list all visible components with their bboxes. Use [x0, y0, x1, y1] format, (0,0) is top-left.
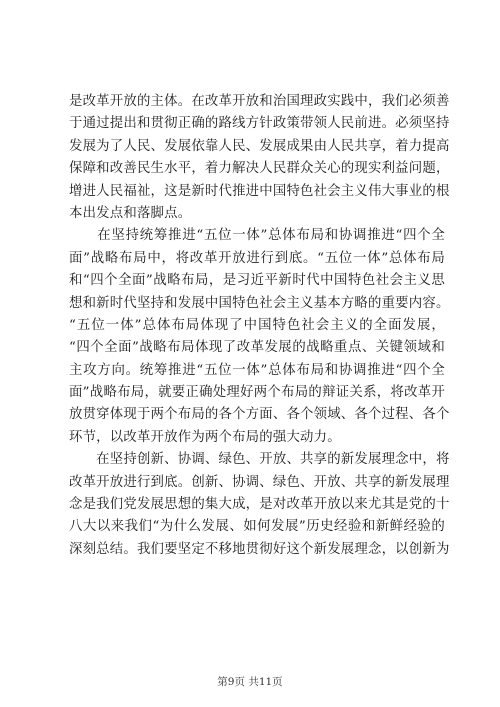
text-line: 和“四个全面”战略布局，是习近平新时代中国特色社会主义思: [69, 273, 445, 289]
text-line: “四个全面”战略布局体现了改革发展的战略重点、关键领域和: [69, 340, 445, 356]
text-line: 在坚持创新、协调、绿色、开放、共享的新发展理念中，将: [69, 452, 450, 468]
text-line: 在坚持统筹推进“五位一体”总体布局和协调推进“四个全: [69, 228, 445, 244]
text-line: 发展为了人民、发展依靠人民、发展成果由人民共享，着力提高: [69, 138, 450, 154]
text-line: 保障和改善民生水平，着力解决人民群众关心的现实利益问题，: [69, 161, 450, 177]
text-line: 本出发点和落脚点。: [69, 205, 192, 221]
text-line: 面”战略布局，就要正确处理好两个布局的辩证关系，将改革开: [69, 385, 445, 401]
text-line: 环节，以改革开放作为两个布局的强大动力。: [69, 429, 341, 445]
text-line: 深刻总结。我们要坚定不移地贯彻好这个新发展理念，以创新为: [69, 541, 450, 557]
text-line: 面”战略布局中，将改革开放进行到底。“五位一体”总体布局: [69, 250, 445, 266]
text-line: 主攻方向。统筹推进“五位一体”总体布局和协调推进“四个全: [69, 362, 445, 378]
text-line: 是改革开放的主体。在改革开放和治国理政实践中，我们必须善: [69, 94, 450, 109]
text-line: 想和新时代坚持和发展中国特色社会主义基本方略的重要内容。: [69, 295, 450, 311]
text-line: 增进人民福祉，这是新时代推进中国特色社会主义伟大事业的根: [69, 183, 450, 199]
text-line: 念是我们党发展思想的集大成，是对改革开放以来尤其是党的十: [69, 497, 450, 513]
text-line: “五位一体”总体布局体现了中国特色社会主义的全面发展，: [69, 317, 445, 333]
text-line: 改革开放进行到底。创新、协调、绿色、开放、共享的新发展理: [69, 474, 450, 490]
text-line: 八大以来我们“为什么发展、如何发展”历史经验和新鲜经验的: [69, 519, 445, 535]
text-line: 放贯穿体现于两个布局的各个方面、各个领域、各个过程、各个: [69, 407, 450, 423]
text-line: 于通过提出和贯彻正确的路线方针政策带领人民前进。必须坚持: [69, 116, 450, 132]
page-number-footer: 第9页 共11页: [217, 676, 283, 688]
body-text: [69, 91, 450, 561]
